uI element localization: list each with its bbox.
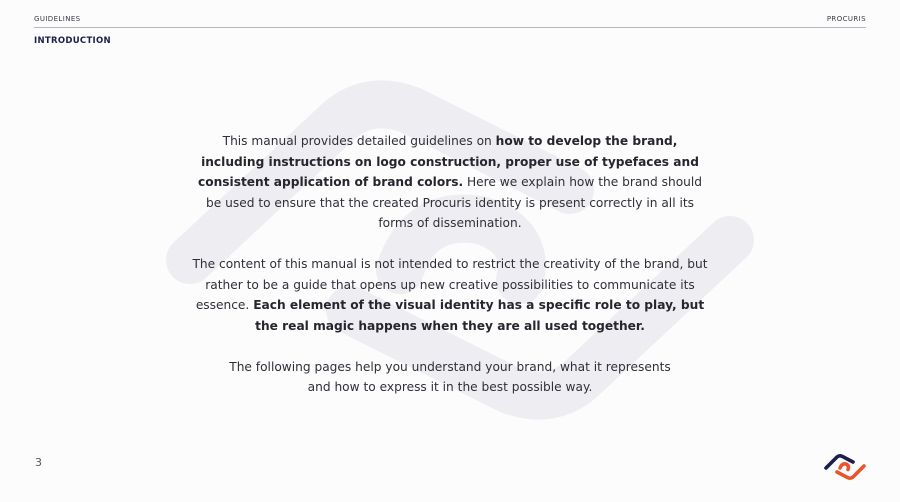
paragraph-1-text-b: Here we explain how the brand should be used to ensure that the created Procuris identity is present correctly in all its forms of dissemination. [206,175,703,230]
intro-paragraph-1 [190,131,710,234]
section-title: INTRODUCTION [34,36,111,46]
paragraph-2-text-a: The content of this manual is not intended to restrict the creativity of the brand, but rather to be a guide that opens up new creative possibilities to communicate its essence. [192,257,708,312]
intro-paragraph-3 [190,357,710,398]
procuris-logo-icon [822,452,868,482]
paragraph-3-line-2: and how to express it in the best possible way. [307,380,593,394]
intro-content [190,131,710,398]
paragraph-2-bold: Each element of the visual identity has a specific role to play, but the real magic happens when they are all used together. [253,298,705,333]
paragraph-1-text-a: This manual provides detailed guidelines on [222,134,496,148]
header-guidelines-label: GUIDELINES [34,15,81,23]
header-divider [34,27,866,28]
header-brand-label: PROCURIS [826,15,866,23]
page-number: 3 [35,456,42,469]
paragraph-1-bold: how to develop the brand, including instructions on logo construction, proper use of typefaces and consistent application of brand colors. [197,134,699,189]
intro-paragraph-2 [190,254,710,336]
paragraph-3-line-1: The following pages help you understand your brand, what it represents [229,359,671,374]
